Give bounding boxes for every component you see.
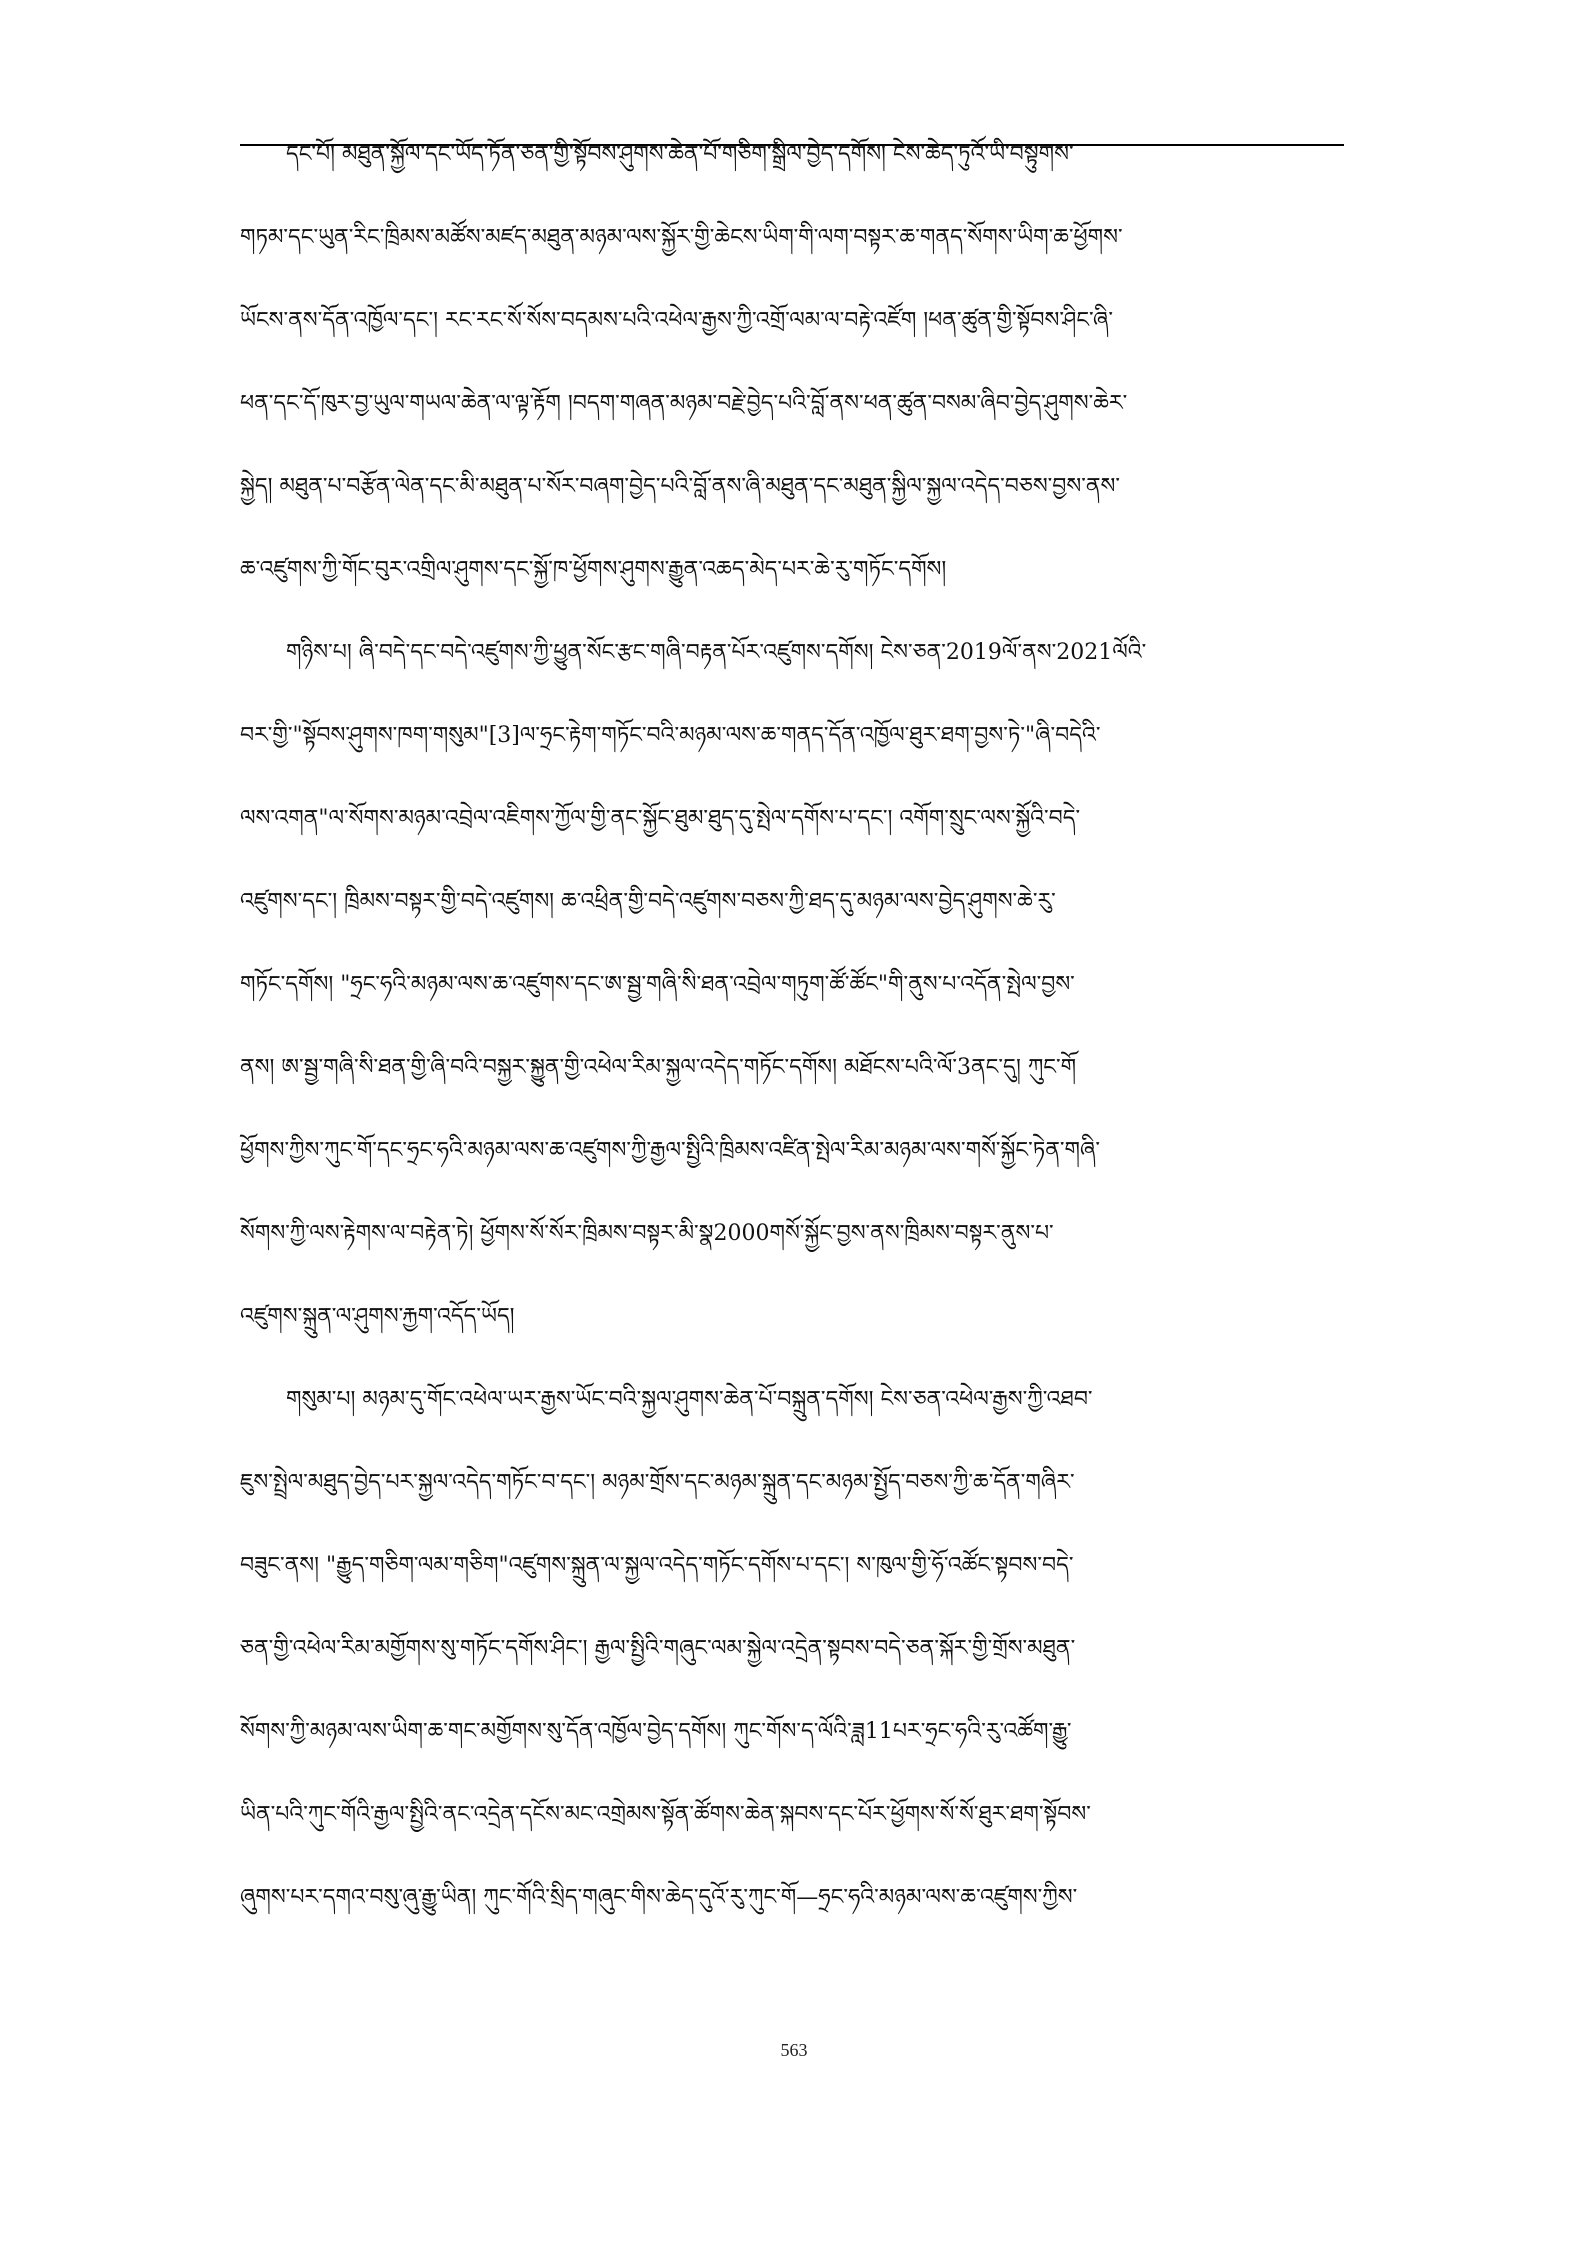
paragraph-3-line-4 [240, 1629, 1344, 1669]
text-line: གཉིས་པ། ཞི་བདེ་དང་བདེ་འཛུགས་ཀྱི་ཕྱུན་སོང་རྩང་གཞི་བརྟན་པོར་འཛུགས་དགོས། ངེས་ཅན་2019ལོ་ནས་2021ལོའི་ [286, 640, 1147, 665]
paragraph-2-line-8 [240, 1214, 1344, 1254]
paragraph-1-line-6 [240, 550, 1344, 590]
text-line: ཞུགས་པར་དགའ་བསུ་ཞུ་རྒྱུ་ཡིན། ཀུང་གོའི་སྲིད་གཞུང་གིས་ཆེད་དུའོ་རུ་ཀུང་གོ—ཧྲང་ཧའི་མཉམ་ལས་ཆ་འཛུགས་ཀྱིས་ [240, 1885, 1078, 1910]
paragraph-3-line-3 [240, 1546, 1344, 1586]
text-line: ཡོངས་ནས་དོན་འཁྱོལ་དང་། རང་རང་སོ་སོས་བདམས་པའི་འཕེལ་རྒྱས་ཀྱི་འགྲོ་ལམ་ལ་བརྟེ་འཛོག །ཕན་ཚུན་གྱི་སྟོབས་ཤིང་ཞི་ [240, 308, 1114, 333]
paragraph-1-line-4 [240, 384, 1344, 424]
paragraph-3-line-6 [240, 1795, 1344, 1835]
text-line: འཛུགས་དང་། ཁྲིམས་བསྟར་གྱི་བདེ་འཛུགས། ཆ་འཕྲིན་གྱི་བདེ་འཛུགས་བཅས་ཀྱི་ཐད་དུ་མཉམ་ལས་བྱེད་ཤུགས་ཆེ་རུ་ [240, 889, 1056, 914]
paragraph-2-line-5 [240, 965, 1344, 1005]
paragraph-3-line-7 [240, 1878, 1344, 1918]
text-line: ཅན་གྱི་འཕེལ་རིམ་མགྱོགས་སུ་གཏོང་དགོས་ཤིང་། རྒྱལ་སྤྱིའི་གཞུང་ལམ་སྐྱེལ་འདྲེན་སྟབས་བདེ་ཅན་སྐོར་གྱི་གྲོས་མཐུན་ [240, 1636, 1076, 1661]
text-line: ཕྱོགས་ཀྱིས་ཀུང་གོ་དང་ཧྲང་ཧའི་མཉམ་ལས་ཆ་འཛུགས་ཀྱི་རྒྱལ་སྤྱིའི་ཁྲིམས་འཛིན་སྤེལ་རིམ་མཉམ་ལས་གསོ་སྐྱོང་ཏེན་གཞི་ [240, 1138, 1101, 1163]
paragraph-2-line-3 [240, 799, 1344, 839]
text-line: ཕན་དང་དོ་ཁུར་བྱ་ཡུལ་གཡལ་ཆེན་ལ་ལྟ་རྟོག །བདག་གཞན་མཉམ་བརྗེ་བྱེད་པའི་བློ་ནས་ཕན་ཚུན་བསམ་ཞིབ་བྱེད་ཤུགས་ཆེར་ [240, 391, 1128, 416]
page-number: 563 [780, 2040, 808, 2060]
text-line: ཡིན་པའི་ཀུང་གོའི་རྒྱལ་སྤྱིའི་ནང་འདྲེན་དངོས་མང་འགྲེམས་སྟོན་ཚོགས་ཆེན་སྐབས་དང་པོར་ཕྱོགས་སོ་སོ་ཐུར་ཐག་སྟོབས་ [240, 1802, 1091, 1827]
text-line: གཏམ་དང་ཡུན་རིང་ཁྲིམས་མཚོས་མཛད་མཐུན་མཉམ་ལས་སྐྱོར་གྱི་ཆེངས་ཡིག་གི་ལག་བསྟར་ཆ་གནད་སོགས་ཡིག་ཆ་ཕྱོགས་ [240, 225, 1123, 250]
text-line: བཟུང་ནས། "རྒྱུད་གཅིག་ལམ་གཅིག"འཛུགས་སྐྲུན་ལ་སྐྱལ་འདེད་གཏོང་དགོས་པ་དང་། ས་ཁུལ་གྱི་ཧོ་འཚོང་སྟབས་བདེ་ [240, 1553, 1074, 1578]
paragraph-3-line-1 [286, 1380, 1344, 1420]
text-line: གཏོང་དགོས། "ཧྲང་ཧའི་མཉམ་ལས་ཆ་འཛུགས་དང་ཨ་སྦྱ་གཞི་སི་ཐན་འབྲེལ་གཏུག་ཚོ་ཚོང"གི་ནུས་པ་འདོན་སྤེལ་བྱས་ [240, 972, 1075, 997]
text-line: སྐྱེད། མཐུན་པ་བརྩོན་ལེན་དང་མི་མཐུན་པ་སོར་བཞག་བྱེད་པའི་བློ་ནས་ཞི་མཐུན་དང་མཐུན་སྐྱིལ་སྐྱལ་འདེད་བཅས་བྱས་ནས་ [240, 474, 1121, 499]
paragraph-2-line-9 [240, 1297, 1344, 1337]
text-line: ཆ་འཛུགས་ཀྱི་གོང་བུར་འགྲིལ་ཤུགས་དང་སྐྱོ་ཁ་ཕྱོགས་ཤུགས་རྒྱུན་འཆད་མེད་པར་ཆེ་རུ་གཏོང་དགོས། [240, 557, 947, 582]
paragraph-1-line-3 [240, 301, 1344, 341]
paragraph-1-line-2 [240, 218, 1344, 258]
text-line: ཇུས་སྤྲེལ་མཐུད་བྱེད་པར་སྐྱལ་འདེད་གཏོང་བ་དང་། མཉམ་གྲོས་དང་མཉམ་སྐྲུན་དང་མཉམ་སྤྱོད་བཅས་ཀྱི་ཆ་དོན་གཞིར་ [240, 1470, 1075, 1495]
text-line: བར་གྱི་"སྟོབས་ཤུགས་ཁག་གསུམ"[3]ལ་ཧྲང་རྟེག་གཏོང་བའི་མཉམ་ལས་ཆ་གནད་དོན་འཁྱོལ་ཐུར་ཐག་བྱས་ཏེ་"ཞི་བདེའི་ [240, 723, 1101, 748]
text-line: ལས་འགན"ལ་སོགས་མཉམ་འབྲེལ་འཇིགས་ཀྱོལ་གྱི་ནང་སྐྱོང་ཐུམ་ཐུད་དུ་སྤེལ་དགོས་པ་དང་། འགོག་སྲུང་ལས་སྐྱོའི་བདེ་ [240, 806, 1081, 831]
paragraph-1-line-1 [286, 135, 1344, 175]
paragraph-3-line-2 [240, 1463, 1344, 1503]
text-line: དང་པོ། མཐུན་སྐྱོལ་དང་ཡོད་ཏོན་ཅན་གྱི་སྟོབས་ཤུགས་ཆེན་པོ་གཅིག་སྒྲིལ་བྱེད་དགོས། ངེས་ཆེད་ཏུའོ་ཡི་བསྟུགས་ [286, 142, 1074, 167]
paragraph-3-line-5 [240, 1712, 1344, 1752]
text-line: སོགས་ཀྱི་མཉམ་ལས་ཡིག་ཆ་གང་མགྱོགས་སུ་དོན་འཁྱོལ་བྱེད་དགོས། ཀུང་གོས་ད་ལོའི་ཟླ11པར་ཧྲང་ཧའི་རུ་འཚོག་རྒྱུ་ [240, 1719, 1072, 1744]
paragraph-2-line-6 [240, 1048, 1344, 1088]
paragraph-1-line-5 [240, 467, 1344, 507]
paragraph-2-line-2 [240, 716, 1344, 756]
text-line: འཛུགས་སྐྲུན་ལ་ཤུགས་རྐྱག་འདོད་ཡོད། [240, 1304, 515, 1329]
text-line: ནས། ཨ་སྦྱ་གཞི་སི་ཐན་གྱི་ཞི་བའི་བསྐྱར་སྐྱུན་གྱི་འཕེལ་རིམ་སྐྱལ་འདེད་གཏོང་དགོས། མཐོངས་པའི་ལོ་3ནང་དུ། ཀུང་གོ [240, 1055, 1077, 1080]
paragraph-2-line-7 [240, 1131, 1344, 1171]
text-line: སོགས་ཀྱི་ལས་རྟེགས་ལ་བརྟེན་ཏེ། ཕྱོགས་སོ་སོར་ཁྲིམས་བསྟར་མི་སྣ2000གསོ་སྐྱོང་བྱས་ནས་ཁྲིམས་བསྟར་ནུས་པ་ [240, 1221, 1054, 1246]
paragraph-2-line-1 [286, 633, 1344, 673]
paragraph-2-line-4 [240, 882, 1344, 922]
text-line: གསུམ་པ། མཉམ་དུ་གོང་འཕེལ་ཡར་རྒྱས་ཡོང་བའི་སྐྱལ་ཤུགས་ཆེན་པོ་བསྐྲུན་དགོས། ངེས་ཅན་འཕེལ་རྒྱས་ཀྱི་འཐབ་ [286, 1387, 1093, 1412]
